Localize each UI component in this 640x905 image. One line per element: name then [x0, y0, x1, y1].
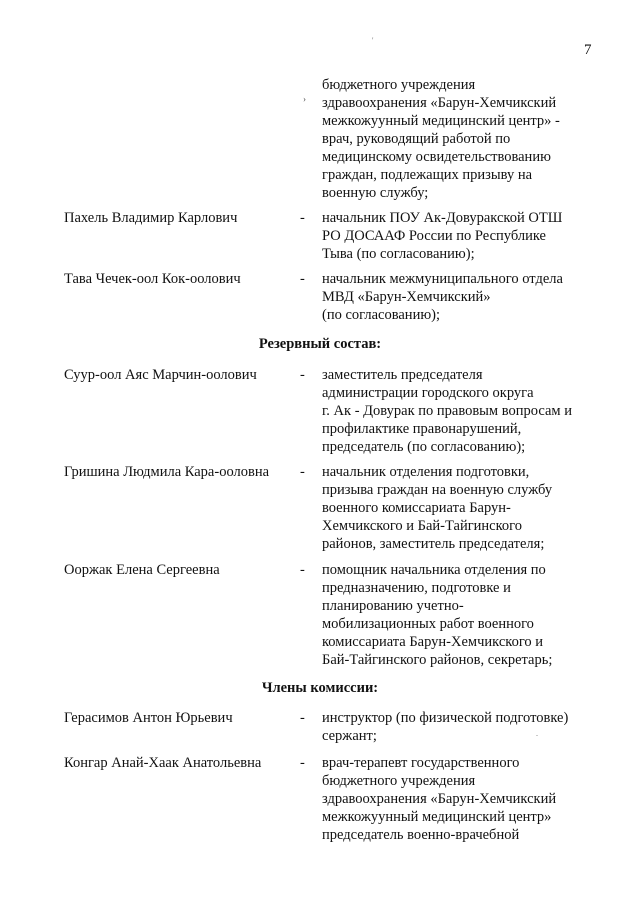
role-description — [322, 561, 594, 669]
role-line: медицинскому освидетельствованию — [322, 149, 551, 165]
role-line: председатель (по согласованию); — [322, 439, 526, 455]
role-line: мобилизационных работ военного — [322, 616, 534, 632]
role-line: инструктор (по физической подготовке) — [322, 710, 569, 726]
role-line: заместитель председателя — [322, 367, 483, 383]
role-line: военную службу; — [322, 185, 429, 201]
role-line: районов, заместитель председателя; — [322, 536, 545, 552]
role-line: начальник ПОУ Ак-Довуракской ОТШ — [322, 210, 563, 226]
dash-separator: - — [300, 210, 305, 226]
role-line: МВД «Барун-Хемчикский» — [322, 289, 491, 305]
role-description — [322, 709, 594, 745]
role-line: врач-терапевт государственного — [322, 755, 520, 771]
role-line: председатель военно-врачебной — [322, 827, 520, 843]
role-line: начальник отделения подготовки, — [322, 464, 530, 480]
member-name: Конгар Анай-Хаак Анатольевна — [64, 755, 262, 771]
role-line: врач, руководящий работой по — [322, 131, 511, 147]
role-line: Хемчикского и Бай-Тайгинского — [322, 518, 522, 534]
role-line: здравоохранения «Барун-Хемчикский — [322, 791, 557, 807]
role-line: планированию учетно- — [322, 598, 464, 614]
dash-separator: - — [300, 710, 305, 726]
role-line: администрации городского округа — [322, 385, 534, 401]
role-description — [322, 754, 594, 844]
role-line: межкожуунный медицинский центр» — [322, 809, 552, 825]
members-heading: Члены комиссии: — [261, 680, 379, 696]
scan-speck: . — [536, 729, 538, 738]
role-line: Тыва (по согласованию); — [322, 246, 475, 262]
role-line: Бай-Тайгинского районов, секретарь; — [322, 652, 553, 668]
role-line: здравоохранения «Барун-Хемчикский — [322, 95, 557, 111]
member-name: Герасимов Антон Юрьевич — [64, 710, 233, 726]
role-line: бюджетного учреждения — [322, 77, 476, 93]
member-name: Суур-оол Аяс Марчин-оолович — [64, 367, 257, 383]
role-description — [322, 366, 594, 456]
role-line: бюджетного учреждения — [322, 773, 476, 789]
dash-separator: - — [300, 755, 305, 771]
role-line: сержант; — [322, 728, 377, 744]
role-line: предназначению, подготовке и — [322, 580, 511, 596]
scan-speck: ' — [372, 36, 374, 45]
role-line: комиссариата Барун-Хемчикского и — [322, 634, 544, 650]
member-name: Тава Чечек-оол Кок-оолович — [64, 271, 241, 287]
member-name: Ооржак Елена Сергеевна — [64, 562, 220, 578]
member-name: Пахель Владимир Карлович — [64, 210, 238, 226]
role-description — [322, 76, 594, 202]
role-line: граждан, подлежащих призыву на — [322, 167, 533, 183]
role-line: профилактике правонарушений, — [322, 421, 522, 437]
role-line: призыва граждан на военную службу — [322, 482, 553, 498]
role-line: г. Ак - Довурак по правовым вопросам и — [322, 403, 572, 419]
role-line: военного комиссариата Барун- — [322, 500, 511, 516]
dash-separator: - — [300, 367, 305, 383]
role-line: (по согласованию); — [322, 307, 441, 323]
role-description — [322, 209, 594, 263]
role-line: помощник начальника отделения по — [322, 562, 546, 578]
member-name: Гришина Людмила Кара-ооловна — [64, 464, 270, 480]
role-line: начальник межмуниципального отдела — [322, 271, 563, 287]
role-line: межкожуунный медицинский центр» - — [322, 113, 560, 129]
role-line: РО ДОСААФ России по Республике — [322, 228, 546, 244]
dash-separator: - — [300, 562, 305, 578]
dash-separator: - — [300, 464, 305, 480]
reserve-heading: Резервный состав: — [258, 336, 382, 352]
scan-mark: › — [303, 94, 306, 104]
page-number: 7 — [584, 42, 592, 58]
role-description — [322, 270, 594, 324]
dash-separator: - — [300, 271, 305, 287]
role-description — [322, 463, 594, 553]
